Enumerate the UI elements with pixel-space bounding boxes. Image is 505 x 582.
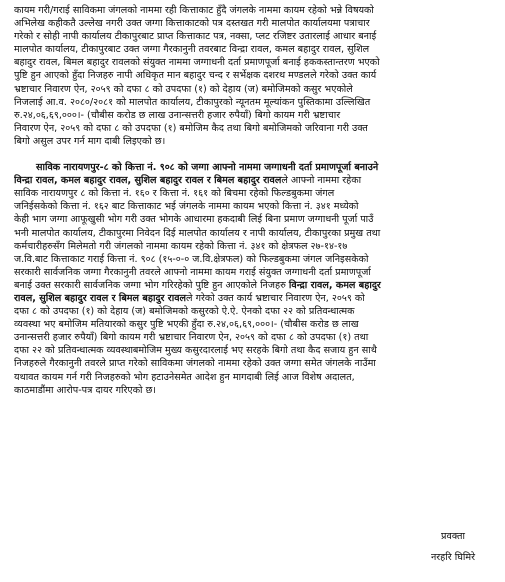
text-line: व्यवस्था भए बमोजिम मतियारको कसुर पुष्टि भएकी हुँदा रु.२४,०६,६९,०००।- (चौबीस करोड छ लाख (14, 319, 359, 331)
text-line: बहादुर रावल, बिमल बहादुर रावलको संयुक्त नाममा जग्गाधनी दर्ता प्रमाणपूर्जा बनाई हककस्तान्तरण भएको (14, 57, 380, 69)
text-line: गरेको र सोही नापी कार्यालय टीकापुरबाट प्राप्त कित्ताकाट पत्र, नक्सा, प्लट रजिष्टर उतारलाई आधार बनाई (14, 31, 377, 43)
text-line: केही भाग जग्गा आफूखुसी भोग गरी उक्त भोगके आधारमा हकदाबी लिई बिना प्रमाण जग्गाधनी पूर्जा पाउँ (14, 214, 374, 226)
signature-name: नरहरि घिमिरे (430, 552, 476, 564)
text-line: निजहरुले गैरकानुनी तवरले प्राप्त गरेको साविकमा जंगलको नाममा रहेको उक्त जग्गा समेत जंगलके नाउँमा (14, 358, 376, 370)
text-line: यथावत कायम गर्न गरी निजहरुको भोग हटाउनेसमेत आदेश हुन मागदाबी लिई आज विशेष अदालत, (14, 371, 355, 383)
text-run: बनाई उक्त सरकारी सार्वजनिक जग्गा भोग गरिरहेको पुष्टि हुन आएकोले निजहरु (14, 279, 286, 291)
text-line: अभिलेख कहीकतै उल्लेख नगरी उक्त जग्गा कित्ताकाटको पत्र दस्तखत गरी मालपोत कार्यालयमा पत्राचार (14, 18, 370, 30)
text-line: पुष्टि हुन आएको हुँदा निजहरु नापी अधिकृत मान बहादुर चन्द र सर्भेक्षक दशरथ मण्डलले गरेको उक्त कार्य (14, 70, 377, 82)
text-line: मालपोत कार्यालय, टीकापुरबाट उक्त जग्गा गैरकानुनी तवरबाट विन्द्रा रावल, कमल बहादुर रावल, सुशिल (14, 44, 370, 56)
bold-accused-names: विन्द्रा रावल, कमल बहादुर रावल, सुशिल बहादुर रावल र बिमल बहादुर रावल (14, 175, 282, 187)
text-line: रु.२४,०६,६९,०००।- (चौबीस करोड छ लाख उनान्सत्तरी हजार रुपैयाँ) बिगो कायम गरी भ्रष्टाचार (14, 109, 341, 121)
text-line: भनी मालपोत कार्यालय, टीकापुरमा निवेदन दिई मालपोत कार्यालय र नापी कार्यालय, टीकापुरका प्रमुख तथा (14, 227, 381, 239)
text-line: बिगो असुल उपर गर्न माग दाबी लिइएको छ। (14, 135, 166, 147)
paragraph-1 (14, 4, 495, 148)
text-line: सरकारी सार्वजनिक जग्गा गैरकानुनी तवरले आफ्नो नाममा कायम गराई संयुक्त जग्गाधनी दर्ता प्रमाणपूर्जा (14, 266, 371, 278)
bold-heading: साविक नारायणपुर-८ को कित्ता नं. ९०८ को जग्गा आफ्नो नाममा जग्गाधनी दर्ता प्रमाणपूर्जा बनाउने (36, 162, 379, 174)
text-line: जनिईसकेको कित्ता नं. १६२ बाट कित्ताकाट भई जंगलके नाममा कायम भएको कित्ता नं. ३४१ मध्येको (14, 201, 359, 213)
text-line: कर्मचारीहरुसँग मिलेमतो गरी जंगलको नाममा कायम रहेको कित्ता नं. ३४१ को क्षेत्रफल २७-१४-१७ (14, 240, 348, 252)
bold-accused-names: रावल, सुशिल बहादुर रावल र बिमल बहादुर रावल (14, 292, 187, 304)
text-run: ले गरेको उक्त कार्य भ्रष्टाचार निवारण ऐन, २०५९ को (186, 292, 365, 304)
text-line (14, 279, 495, 292)
text-line: ज.वि.बाट कित्ताकाट गराई कित्ता नं. ९०८ (१५-०-० ज.वि.क्षेत्रफल) को फिल्डबुकमा जंगल जनिइसकेको (14, 253, 369, 265)
text-line: साविक नारायणपुर ८ को कित्ता नं. १६० र कित्ता नं. १६१ को बिचमा रहेको फिल्डबुकमा जंगल (14, 188, 335, 200)
text-line (14, 174, 495, 187)
text-line: दफा २२ को प्रतिवन्धात्मक व्यवस्थाबमोजिम मुख्य कसुरदारलाई भए सरहके बिगो तथा कैद सजाय हुन साथै (14, 345, 377, 357)
text-line: भ्रष्टाचार निवारण ऐन, २०५९ को दफा ८ को उपदफा (१) को देहाय (ज) बमोजिमको कसुर भएकोले (14, 83, 353, 95)
text-line (14, 161, 495, 174)
signature-title: प्रवक्ता (441, 531, 465, 542)
text-run: ले आफ्नो नाममा रहेका (281, 175, 362, 187)
signature-block (413, 530, 493, 564)
text-line: कायम गरी/गराई साविकमा जंगलको नाममा रही कित्ताकाट हुँदै जंगलके नाममा कायम रहेको भन्ने विषयको (14, 5, 374, 16)
text-line: निजलाई आ.व. २०८०/२०८१ को मालपोत कार्यालय, टीकापुरको न्यूनतम मूल्यांकन पुस्तिकामा उल्लिखित (14, 96, 371, 108)
text-line: उनान्सत्तरी हजार रुपैयाँ) बिगो कायम गरी भ्रष्टाचार निवारण ऐन, २०५९ को दफा ८ को उपदफा (१) तथा (14, 332, 369, 344)
text-line (14, 292, 495, 305)
text-line: काठमाडौंमा आरोप-पत्र दायर गरिएको छ। (14, 384, 156, 396)
text-line: दफा ८ को उपदफा (१) को देहाय (ज) बमोजिमको कसुरको ऐ.ऐ. ऐनको दफा २२ को प्रतिवन्धात्मक (14, 306, 355, 318)
paragraph-gap (14, 148, 495, 161)
paragraph-2 (14, 161, 495, 397)
bold-accused-names: विन्द्रा रावल, कमल बहादुर (288, 279, 381, 291)
text-line: निवारण ऐन, २०५९ को दफा ८ को उपदफा (१) बमोजिम कैद तथा बिगो बमोजिमको जरिवाना गरी उक्त (14, 122, 368, 134)
